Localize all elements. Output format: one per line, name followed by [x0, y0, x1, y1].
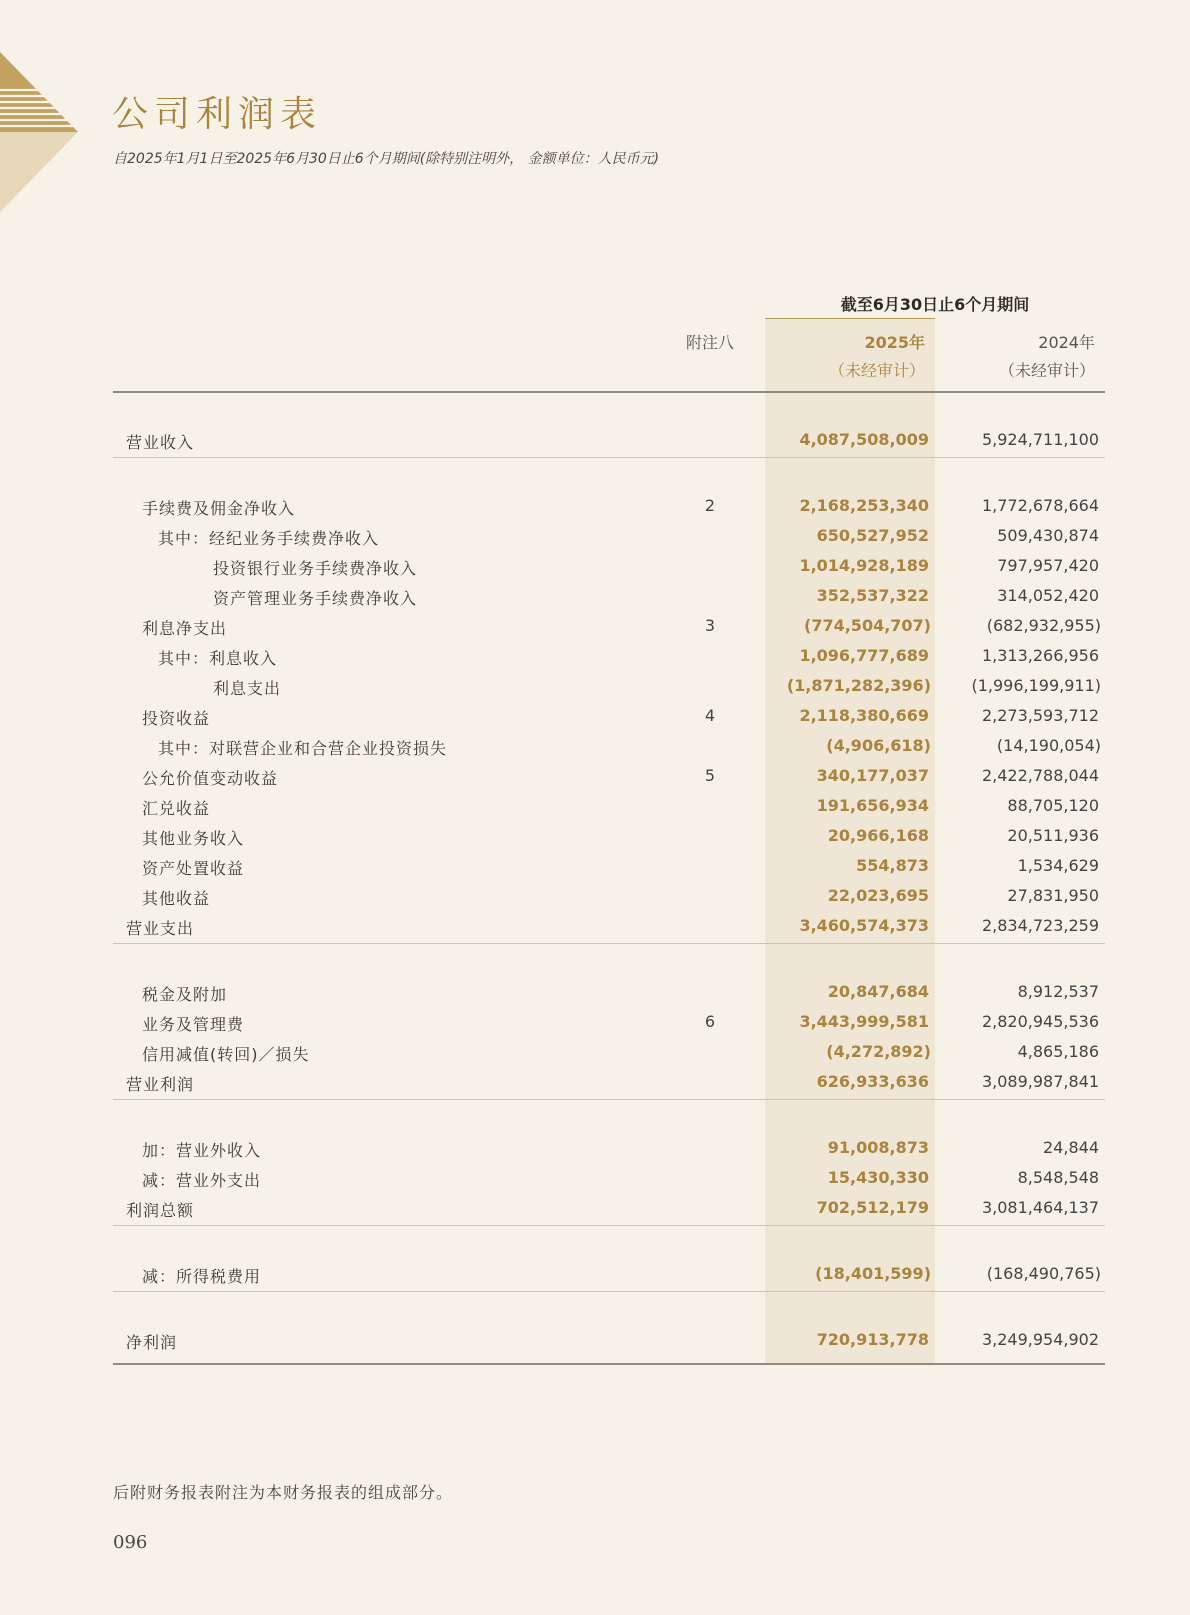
row-label: 信用减值(转回)／损失 — [142, 1045, 310, 1064]
row-value-2024: 3,089,987,841 — [981, 1072, 1099, 1091]
table-row — [0, 676, 1190, 706]
table-row — [0, 526, 1190, 556]
row-label: 业务及管理费 — [142, 1015, 245, 1034]
row-value-2025: 2,118,380,669 — [799, 706, 929, 725]
table-row — [0, 1264, 1190, 1294]
row-label: 投资银行业务手续费净收入 — [213, 559, 418, 578]
row-label: 其中：对联营企业和合营企业投资损失 — [158, 739, 448, 758]
table-row — [0, 916, 1190, 946]
row-value-2024: 509,430,874 — [997, 526, 1099, 545]
table-row — [0, 736, 1190, 766]
page-title: 公司利润表 — [112, 94, 323, 135]
table-row — [0, 796, 1190, 826]
row-value-2025: 3,460,574,373 — [799, 916, 929, 935]
table-row — [0, 496, 1190, 526]
row-value-2025: 352,537,322 — [816, 586, 929, 605]
corner-decoration — [0, 0, 80, 215]
row-label: 税金及附加 — [142, 985, 228, 1004]
column-header-2025-status: （未经审计） — [828, 361, 925, 380]
row-label: 资产处置收益 — [142, 859, 245, 878]
row-label: 其他收益 — [142, 889, 211, 908]
row-note: 3 — [704, 616, 716, 635]
row-label: 营业支出 — [126, 919, 195, 938]
table-row — [0, 586, 1190, 616]
current-period-top-rule — [765, 318, 935, 319]
row-value-2025: 22,023,695 — [827, 886, 929, 905]
footnote: 后附财务报表附注为本财务报表的组成部分。 — [113, 1483, 454, 1502]
table-row — [0, 1042, 1190, 1072]
table-row — [0, 646, 1190, 676]
row-note: 5 — [704, 766, 716, 785]
row-value-2024: 27,831,950 — [1007, 886, 1099, 905]
column-header-2024-status: （未经审计） — [998, 361, 1095, 380]
row-value-2025: 20,847,684 — [827, 982, 929, 1001]
row-label: 加：营业外收入 — [142, 1141, 262, 1160]
row-value-2024: 3,081,464,137 — [981, 1198, 1099, 1217]
row-label: 净利润 — [126, 1333, 178, 1352]
row-value-2025: (4,906,618) — [826, 736, 931, 755]
row-value-2025: 720,913,778 — [816, 1330, 929, 1349]
row-value-2024: (1,996,199,911) — [971, 676, 1101, 695]
row-value-2025: 91,008,873 — [827, 1138, 929, 1157]
row-value-2025: 1,014,928,189 — [799, 556, 929, 575]
row-label: 手续费及佣金净收入 — [142, 499, 296, 518]
row-label: 其他业务收入 — [142, 829, 245, 848]
row-value-2024: 3,249,954,902 — [981, 1330, 1099, 1349]
row-value-2024: 2,820,945,536 — [981, 1012, 1099, 1031]
table-row — [0, 886, 1190, 916]
row-value-2024: 5,924,711,100 — [981, 430, 1099, 449]
row-value-2024: 314,052,420 — [997, 586, 1099, 605]
row-value-2024: 797,957,420 — [997, 556, 1099, 575]
row-value-2025: 626,933,636 — [816, 1072, 929, 1091]
table-row — [0, 1072, 1190, 1102]
row-value-2024: 2,273,593,712 — [981, 706, 1099, 725]
table-row — [0, 1138, 1190, 1168]
row-value-2024: (168,490,765) — [986, 1264, 1101, 1283]
table-bottom-rule — [113, 1363, 1105, 1365]
table-row — [0, 766, 1190, 796]
row-value-2024: 88,705,120 — [1007, 796, 1099, 815]
row-value-2025: (774,504,707) — [804, 616, 931, 635]
row-value-2025: 702,512,179 — [816, 1198, 929, 1217]
row-value-2024: 2,834,723,259 — [981, 916, 1099, 935]
row-value-2025: (4,272,892) — [826, 1042, 931, 1061]
row-value-2025: 4,087,508,009 — [799, 430, 929, 449]
row-label: 其中：利息收入 — [158, 649, 278, 668]
row-value-2024: 8,912,537 — [1017, 982, 1099, 1001]
row-value-2024: 2,422,788,044 — [981, 766, 1099, 785]
row-value-2025: 650,527,952 — [816, 526, 929, 545]
row-value-2024: 24,844 — [1043, 1138, 1099, 1157]
table-row — [0, 982, 1190, 1012]
row-label: 减：营业外支出 — [142, 1171, 262, 1190]
row-note: 4 — [704, 706, 716, 725]
row-label: 资产管理业务手续费净收入 — [213, 589, 418, 608]
page-number: 096 — [113, 1532, 148, 1553]
table-row — [0, 856, 1190, 886]
table-header-rule — [113, 391, 1105, 393]
row-value-2025: 2,168,253,340 — [799, 496, 929, 515]
row-label: 利息净支出 — [142, 619, 228, 638]
table-row — [0, 826, 1190, 856]
table-row — [0, 1198, 1190, 1228]
row-value-2024: 8,548,548 — [1017, 1168, 1099, 1187]
row-label: 投资收益 — [142, 709, 211, 728]
row-label: 减：所得税费用 — [142, 1267, 262, 1286]
row-value-2025: 15,430,330 — [827, 1168, 929, 1187]
row-value-2025: 191,656,934 — [816, 796, 929, 815]
period-header: 截至6月30日止6个月期间 — [840, 295, 1030, 314]
row-label: 公允价值变动收益 — [142, 769, 279, 788]
row-label: 利息支出 — [213, 679, 282, 698]
row-value-2025: 3,443,999,581 — [799, 1012, 929, 1031]
row-value-2024: (14,190,054) — [996, 736, 1101, 755]
row-label: 利润总额 — [126, 1201, 195, 1220]
table-row — [0, 556, 1190, 586]
row-value-2024: (682,932,955) — [986, 616, 1101, 635]
note-column-header: 附注八 — [685, 333, 734, 352]
row-value-2024: 1,772,678,664 — [981, 496, 1099, 515]
row-note: 6 — [704, 1012, 716, 1031]
row-value-2024: 1,313,266,956 — [981, 646, 1099, 665]
row-value-2024: 4,865,186 — [1017, 1042, 1099, 1061]
table-row — [0, 706, 1190, 736]
row-value-2024: 20,511,936 — [1007, 826, 1099, 845]
table-row — [0, 430, 1190, 460]
row-value-2025: 340,177,037 — [816, 766, 929, 785]
column-header-2024: 2024年 — [1038, 333, 1095, 352]
table-row — [0, 616, 1190, 646]
row-value-2025: (18,401,599) — [815, 1264, 931, 1283]
row-label: 汇兑收益 — [142, 799, 211, 818]
table-row — [0, 1012, 1190, 1042]
row-label: 营业收入 — [126, 433, 195, 452]
row-value-2024: 1,534,629 — [1017, 856, 1099, 875]
table-row — [0, 1168, 1190, 1198]
row-value-2025: 20,966,168 — [827, 826, 929, 845]
column-header-2025: 2025年 — [864, 333, 925, 352]
table-row — [0, 1330, 1190, 1360]
row-value-2025: 1,096,777,689 — [799, 646, 929, 665]
page-subtitle: 自2025年1月1日至2025年6月30日止6个月期间(除特别注明外， 金额单位：人民币元) — [113, 151, 660, 167]
row-note: 2 — [704, 496, 716, 515]
row-value-2025: 554,873 — [856, 856, 929, 875]
row-label: 其中：经纪业务手续费净收入 — [158, 529, 380, 548]
row-value-2025: (1,871,282,396) — [786, 676, 931, 695]
row-label: 营业利润 — [126, 1075, 195, 1094]
